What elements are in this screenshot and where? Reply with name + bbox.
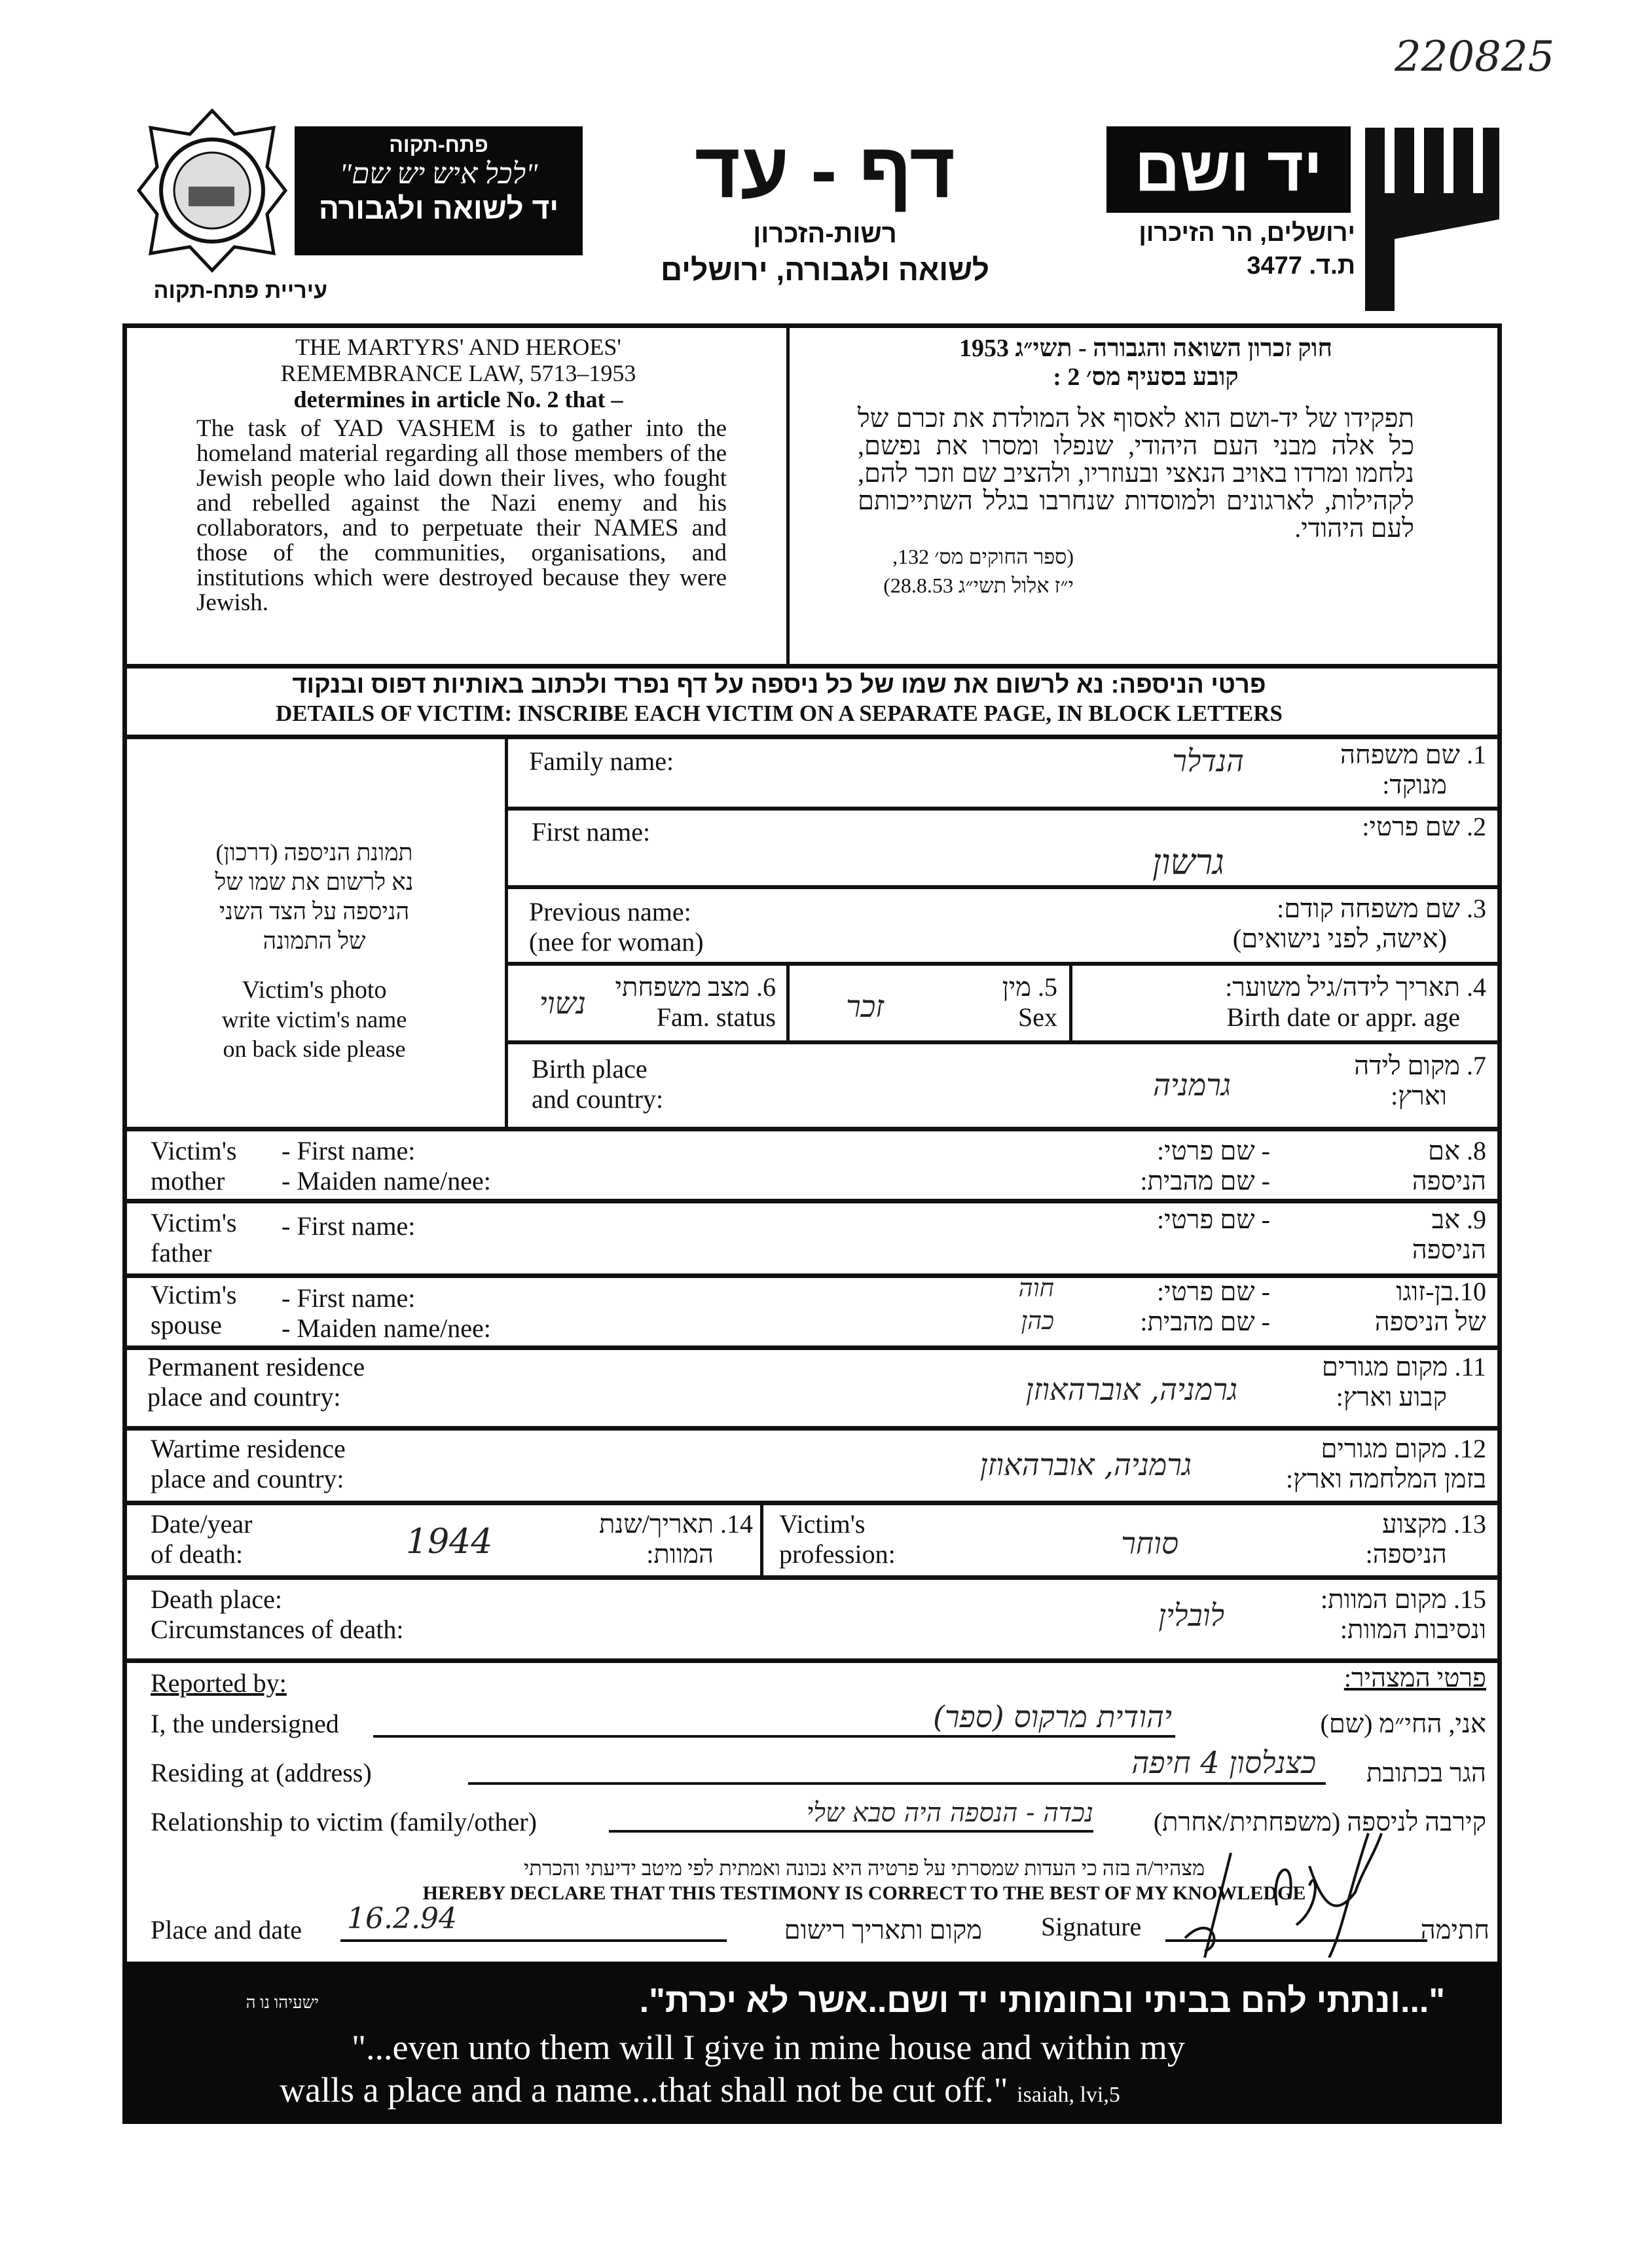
reported-by-title: Reported by: <box>151 1668 287 1698</box>
death-place-he2: ונסיבות המוות: <box>1340 1615 1486 1644</box>
mother-first-en: - First name: <box>282 1136 416 1165</box>
previous-name-he1: 3. שם משפחה קודם: <box>1277 894 1486 923</box>
birth-place-label-he <box>1244 1051 1486 1111</box>
sex-en: Sex <box>1018 1002 1057 1032</box>
birth-place-en2: and country: <box>532 1084 664 1114</box>
perm-he1: 11. מקום מגורים <box>1321 1352 1486 1381</box>
quote-english-line1: "...even unto them will I give in mine house and within my <box>352 2028 1185 2067</box>
mother-en-b: mother <box>151 1166 225 1196</box>
father-he-a: 9. אב <box>1431 1205 1486 1234</box>
signature-label-he: חתימה <box>1420 1915 1489 1945</box>
photo-he3: הניספה על הצד השני <box>219 898 410 924</box>
previous-name-label <box>529 897 704 957</box>
law-he-title2: קובע בסעיף מס׳ 2 : <box>1053 363 1239 391</box>
permanent-residence-label-he <box>1244 1352 1486 1412</box>
mother-maiden-he: - שם מהבית: <box>1140 1166 1270 1196</box>
perm-en1: Permanent residence <box>147 1352 365 1381</box>
birth-date-label <box>1080 972 1486 1033</box>
birth-date-he: 4. תאריך לידה/גיל משוער: <box>1225 972 1486 1002</box>
spouse-en-a: Victim's <box>151 1280 237 1309</box>
war-en2: place and country: <box>151 1464 344 1493</box>
perm-en2: place and country: <box>147 1382 341 1412</box>
wartime-residence-label-he <box>1192 1434 1486 1494</box>
declaration-he: מצהיר/ה בזה כי העדות שמסרתי על פרטיה היא נכונה ואמתית לפי מיטב ידיעתי והכרתי <box>523 1856 1205 1880</box>
family-name-label-he <box>1244 740 1486 800</box>
birth-place-label <box>532 1054 663 1114</box>
wartime-residence-label <box>151 1434 346 1494</box>
city-box <box>295 126 583 255</box>
law-en-title1: THE MARTYRS' AND HEROES' <box>295 334 621 360</box>
details-header-hebrew: פרטי הניספה: נא לרשום את שמו של כל ניספה על דף נפרד ולכתוב באותיות דפוס ובנקוד <box>292 671 1266 699</box>
photo-he4: של התמונה <box>263 928 366 954</box>
fam-status-value[interactable]: נשוי <box>539 985 586 1021</box>
spouse-first-value[interactable]: חוה <box>1018 1273 1054 1302</box>
law-english <box>137 334 779 615</box>
page-title: דף - עד <box>695 126 955 214</box>
details-header-english: DETAILS OF VICTIM: INSCRIBE EACH VICTIM ON A SEPARATE PAGE, IN BLOCK LETTERS <box>275 701 1283 726</box>
profession-label-he <box>1277 1509 1486 1569</box>
address-line1: ירושלים, הר הזיכרון <box>1139 219 1355 247</box>
spouse-label <box>151 1280 236 1340</box>
city-box-line1: פתח-תקוה <box>389 133 488 156</box>
family-name-label: Family name: <box>529 746 674 776</box>
law-he-ref2: י״ז אלול תשי״ג 28.8.53) <box>883 574 1074 597</box>
spouse-maiden-value[interactable]: כהן <box>1021 1306 1054 1335</box>
law-en-body: The task of YAD VASHEM is to gather into the homeland material regarding all those members of the Jewish people who laid down their lives, who fought and rebelled against the Nazi enemy and his collaborators, and to perpetuate their NAMES and those of the communities, organisations, and institutions which were destroyed because they were Jewish. <box>196 415 727 616</box>
death-place-label-he <box>1231 1584 1486 1645</box>
subtitle-authority: רשות-הזכרון <box>753 219 897 248</box>
profession-en2: profession: <box>779 1539 896 1569</box>
spouse-fields-label <box>282 1283 491 1344</box>
quote-english-ref: isaiah, lvi,5 <box>1017 2083 1120 2107</box>
permanent-residence-value[interactable]: גרמניה, אוברהאוזן <box>1025 1372 1237 1407</box>
place-date-value[interactable]: 16.2.94 <box>347 1902 457 1935</box>
quote-hebrew: "...ונתתי להם בביתי ובחומותי יד ושם..אשר לא יכרת". <box>639 1982 1445 2020</box>
death-place-en2: Circumstances of death: <box>151 1615 404 1644</box>
yad-vashem-logo: יד ושם <box>1106 126 1351 213</box>
war-en1: Wartime residence <box>151 1434 346 1463</box>
undersigned-value[interactable]: יהודית מרקוס (ספר) <box>932 1699 1172 1734</box>
father-first-en: - First name: <box>282 1211 416 1241</box>
previous-name-en1: Previous name: <box>529 897 691 926</box>
address-value[interactable]: כצנלסון 4 חיפה <box>1131 1745 1316 1780</box>
sex-he: 5. מין <box>1002 972 1057 1002</box>
war-he2: בזמן המלחמה וארץ: <box>1286 1464 1486 1493</box>
undersigned-label-he: אני, החי״מ (שם) <box>1320 1709 1486 1738</box>
death-date-he2: המוות: <box>646 1539 714 1569</box>
law-he-ref1: (ספר החוקים מס׳ 132, <box>892 545 1074 568</box>
profession-he2: הניספה: <box>1365 1539 1447 1569</box>
petah-tikva-seal <box>136 108 288 273</box>
family-name-he1: 1. שם משפחה <box>1340 740 1486 769</box>
mother-he-b: הניספה <box>1412 1166 1486 1196</box>
quote-hebrew-ref: ישעיהו נו ה <box>246 1993 319 2012</box>
law-en-title3: determines in article No. 2 that – <box>293 386 623 412</box>
death-date-he1: 14. תאריך/שנת <box>598 1509 753 1539</box>
family-name-value[interactable]: הנדלר <box>1172 743 1244 778</box>
birth-place-he1: 7. מקום לידה <box>1354 1051 1486 1080</box>
reporter-title-he: פרטי המצהיר: <box>1343 1663 1486 1692</box>
death-place-label <box>151 1584 404 1645</box>
spouse-first-en: - First name: <box>282 1283 416 1313</box>
law-hebrew <box>805 334 1486 600</box>
law-en-title2: REMEMBRANCE LAW, 5713–1953 <box>280 360 636 386</box>
family-name-he2: מנוקד: <box>1382 770 1447 799</box>
birth-place-he2: וארץ: <box>1391 1081 1447 1110</box>
father-he-b: הניספה <box>1412 1235 1486 1264</box>
spouse-maiden-en: - Maiden name/nee: <box>282 1313 491 1343</box>
document-number: 220825 <box>1395 33 1555 81</box>
father-en-a: Victim's <box>151 1208 237 1237</box>
father-en-b: father <box>151 1238 212 1268</box>
mother-en-a: Victim's <box>151 1136 237 1165</box>
photo-placeholder[interactable] <box>124 838 504 1064</box>
quote-english-line2-text: walls a place and a name...that shall not be cut off." <box>280 2070 1008 2110</box>
spouse-en-b: spouse <box>151 1310 222 1340</box>
father-first-he: - שם פרטי: <box>1157 1205 1270 1234</box>
father-label-he <box>1309 1205 1486 1265</box>
death-place-he1: 15. מקום המוות: <box>1320 1584 1486 1614</box>
declaration-en: HEREBY DECLARE THAT THIS TESTIMONY IS CORRECT TO THE BEST OF MY KNOWLEDGE <box>422 1882 1306 1904</box>
address-label: Residing at (address) <box>151 1758 372 1787</box>
death-date-value[interactable]: 1944 <box>406 1522 493 1562</box>
address-line2: ת.ד. 3477 <box>1247 252 1355 280</box>
relationship-label-he: קירבה לניספה (משפחתית/אחרת) <box>1153 1807 1486 1837</box>
signature-field[interactable] <box>1172 1827 1434 1958</box>
relationship-label: Relationship to victim (family/other) <box>151 1807 537 1837</box>
mother-maiden-en: - Maiden name/nee: <box>282 1166 491 1196</box>
sex-value[interactable]: זכר <box>846 989 884 1024</box>
spouse-he-b: של הניספה <box>1374 1307 1486 1336</box>
photo-en2: write victim's name <box>221 1006 407 1033</box>
death-date-en1: Date/year <box>151 1509 253 1539</box>
spouse-first-he: - שם פרטי: <box>1157 1277 1270 1306</box>
first-name-value[interactable]: גרשון <box>1152 841 1224 883</box>
profession-value[interactable]: סוחר <box>1121 1526 1178 1561</box>
yad-vashem-emblem <box>1359 121 1503 318</box>
previous-name-label-he <box>1113 894 1486 954</box>
war-he1: 12. מקום מגורים <box>1321 1434 1486 1463</box>
profession-he1: 13. מקצוע <box>1382 1509 1486 1539</box>
spouse-he-a: 10.בן-זוגו <box>1396 1277 1486 1306</box>
first-name-label: First name: <box>532 817 651 847</box>
birth-place-value[interactable]: גרמניה <box>1152 1067 1231 1103</box>
death-date-label-he <box>537 1509 753 1569</box>
profession-en1: Victim's <box>779 1509 866 1539</box>
death-date-label <box>151 1509 252 1569</box>
fam-status-en: Fam. status <box>656 1002 776 1032</box>
spouse-label-he <box>1277 1277 1486 1337</box>
mother-he-a: 8. אם <box>1428 1136 1486 1165</box>
mother-first-he: - שם פרטי: <box>1157 1136 1270 1165</box>
quote-banner <box>122 1962 1502 2124</box>
subtitle-location: לשואה ולגבורה, ירושלים <box>660 253 990 287</box>
signature-label: Signature <box>1041 1912 1142 1941</box>
birth-date-en: Birth date or appr. age <box>1226 1002 1460 1032</box>
place-date-label-he: מקום ותאריך רישום <box>784 1915 982 1945</box>
photo-en3: on back side please <box>223 1036 406 1062</box>
place-date-label: Place and date <box>151 1915 302 1945</box>
mother-fields-label-he <box>982 1136 1270 1196</box>
father-label <box>151 1208 236 1268</box>
mother-label-he <box>1309 1136 1486 1196</box>
photo-he2: נא לרשום את שמו של <box>215 869 414 895</box>
death-place-en1: Death place: <box>151 1584 282 1614</box>
previous-name-en2: (nee for woman) <box>529 927 704 957</box>
birth-place-en1: Birth place <box>532 1054 648 1084</box>
death-place-value[interactable]: לובלין <box>1158 1598 1224 1633</box>
law-he-title1: חוק זכרון השואה והגבורה - תשי״ג 1953 <box>959 335 1332 362</box>
seal-caption: עיריית פתח-תקוה <box>153 278 327 303</box>
quote-english-line2 <box>280 2070 1120 2110</box>
law-he-body: תפקידו של יד-ושם הוא לאסוף אל המולדת את זכרם של כל אלה מבני העם היהודי, שנפלו ומסרו את נפשם, נלחמו ומרדו באויב הנאצי ובעוזריו, ולהציב שם וזכר להם, לקהילות, לארגונים ולמוסדות שנחרבו בגלל השתייכותם לעם היהודי. <box>858 403 1414 543</box>
undersigned-label: I, the undersigned <box>151 1709 339 1738</box>
death-date-en2: of death: <box>151 1539 244 1569</box>
perm-he2: קבוע וארץ: <box>1336 1382 1447 1412</box>
first-name-label-he: 2. שם פרטי: <box>1362 812 1486 841</box>
photo-en1: Victim's photo <box>242 976 387 1004</box>
city-box-line2: "לכל איש יש שם" <box>339 158 538 190</box>
fam-status-he: 6. מצב משפחתי <box>615 972 776 1002</box>
photo-he1: תמונת הניספה (דרכון) <box>215 839 413 866</box>
previous-name-he2: (אישה, לפני נישואים) <box>1232 924 1447 953</box>
mother-fields-label <box>282 1136 491 1196</box>
permanent-residence-label <box>147 1352 365 1412</box>
relationship-value[interactable]: נכדה - הנספה היה סבא שלי <box>806 1798 1093 1828</box>
address-label-he: הגר בכתובת <box>1366 1758 1486 1787</box>
mother-label <box>151 1136 236 1196</box>
city-box-line3: יד לשואה ולגבורה <box>318 191 559 225</box>
profession-label <box>779 1509 896 1569</box>
wartime-residence-value[interactable]: גרמניה, אוברהאוזן <box>979 1447 1192 1482</box>
spouse-maiden-he: - שם מהבית: <box>1140 1307 1270 1336</box>
